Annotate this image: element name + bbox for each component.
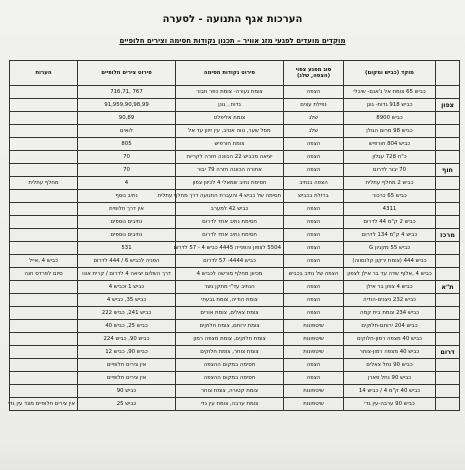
cell-closure: צומת קטורה, צומת צוחר	[176, 385, 284, 398]
table-row	[10, 242, 460, 255]
cell-hotspot: כביש 232 ניצנים-הודיה	[344, 294, 436, 307]
cell-notes	[10, 294, 78, 307]
cell-region	[436, 333, 460, 346]
table-row	[10, 112, 460, 125]
cell-closure: מסל שער, נווה אטיב, עין זיוון עד אל	[176, 125, 284, 138]
header-alternates: פירוט צירים חלופיים	[78, 61, 176, 86]
cell-closure: כביש 4444- 57 לדרום	[176, 255, 284, 268]
cell-hotspot: כביש 4 ק"מ 134 לדרום	[344, 229, 436, 242]
cell-notes	[10, 385, 78, 398]
cell-event-type: הצפה בנתיב	[284, 177, 344, 190]
cell-hotspot: כביש 65 כרכור	[344, 190, 436, 203]
table-row	[10, 255, 460, 268]
cell-closure: צומת צוחר, צומת חלוקים	[176, 346, 284, 359]
cell-notes	[10, 203, 78, 216]
cell-region: ת"א	[436, 281, 460, 294]
cell-event-type: הצפה	[284, 294, 344, 307]
cell-notes	[10, 99, 78, 112]
cell-event-type: שיטפונות	[284, 385, 344, 398]
cell-hotspot: 4311	[344, 203, 436, 216]
cell-alternates: כביש 90, כביש 224	[78, 333, 176, 346]
cell-alternates: 91,959,90,98,99	[78, 99, 176, 112]
cell-hotspot: כביש 40 מצפה רמון-צוחר	[344, 346, 436, 359]
table-row	[10, 281, 460, 294]
cell-event-type: שיטפונות	[284, 398, 344, 411]
cell-hotspot: כביש 90 נחל פארן	[344, 372, 436, 385]
cell-closure: 5504 לצפון והפנייה 4445 כביש 4 - 57 לדרום	[176, 242, 284, 255]
cell-region	[436, 242, 460, 255]
table-row	[10, 268, 460, 281]
cell-hotspot: כביש 204 ירוחם-חלוקים	[344, 320, 436, 333]
cell-alternates: אין צירים חלופיים	[78, 372, 176, 385]
cell-event-type: הצפה	[284, 281, 344, 294]
cell-region	[436, 372, 460, 385]
table-row	[10, 346, 460, 359]
cell-closure: צומת ערבה, צומת עין גדי	[176, 398, 284, 411]
table-row	[10, 125, 460, 138]
cell-closure: צומת הודיה, צומת גבעתי	[176, 294, 284, 307]
cell-closure: חסימה במקום ההצפה	[176, 359, 284, 372]
cell-region	[436, 359, 460, 372]
cell-hotspot: כביש 804 חורפיש	[344, 138, 436, 151]
cell-hotspot: 70 יבור לדרום	[344, 164, 436, 177]
cell-notes	[10, 359, 78, 372]
header-event-type: סוג מפגע צפוי (הצפה, שלג)	[284, 61, 344, 86]
cell-region	[436, 151, 460, 164]
table-row	[10, 398, 460, 411]
cell-alternates: כביש 1 וכביש 4	[78, 281, 176, 294]
cell-event-type: הצפה	[284, 242, 344, 255]
cell-alternates: כביש 90, כביש 12	[78, 346, 176, 359]
cell-region	[436, 216, 460, 229]
cell-notes	[10, 242, 78, 255]
table-header-row	[10, 61, 460, 86]
cell-hotspot: כביש 8900	[344, 112, 436, 125]
cell-closure: צומת חלוקים, צומת מצפה רמון	[176, 333, 284, 346]
table-row	[10, 359, 460, 372]
document-title: הערכות אגף התנועה - לסערה	[162, 14, 303, 25]
page-shadow	[0, 440, 465, 470]
cell-hotspot: כביש 2 מחלף עתלית	[344, 177, 436, 190]
cell-event-type: הצפה	[284, 216, 344, 229]
cell-region	[436, 398, 460, 411]
cell-alternates: דרך השלום יציאה 4 לדרום / קרית אונו	[78, 268, 176, 281]
cell-closure: יציאה מכביש 22 הכוונה חזרה לקריות	[176, 151, 284, 164]
header-hotspot: מוקד (כביש ומקום)	[344, 61, 436, 86]
table-body	[10, 86, 460, 411]
cell-closure: צומת צאלים, צומת אורים	[176, 307, 284, 320]
cell-alternates: כביש 90	[78, 385, 176, 398]
cell-region	[436, 255, 460, 268]
cell-closure: גדות , גונן	[176, 99, 284, 112]
cell-notes	[10, 138, 78, 151]
cell-event-type: שלג	[284, 112, 344, 125]
cell-event-type: הצפה	[284, 203, 344, 216]
cell-event-type: שיטפונות	[284, 333, 344, 346]
cell-hotspot: כביש 918 גדות- גונן	[344, 99, 436, 112]
cell-closure: חסימת נתיב שמאלי 4 לכיוון צפון	[176, 177, 284, 190]
table-row	[10, 190, 460, 203]
cell-event-type: ברזלת בכביש	[284, 190, 344, 203]
cell-closure: אחורה הכוונה חזרה 79 יבור	[176, 164, 284, 177]
cell-notes	[10, 372, 78, 385]
table-row	[10, 216, 460, 229]
cell-event-type: שיטפונות	[284, 320, 344, 333]
cell-alternates: 70	[78, 151, 176, 164]
table-row	[10, 229, 460, 242]
cell-closure: צומת נעורה- צומת כפר תבור	[176, 86, 284, 99]
cell-event-type: הצפה	[284, 359, 344, 372]
cell-alternates: 531	[78, 242, 176, 255]
cell-alternates: נתיבים נוספים	[78, 229, 176, 242]
cell-hotspot: כביש 40 ק"מ 4 / כביש 14	[344, 385, 436, 398]
cell-event-type: שלג	[284, 125, 344, 138]
cell-event-type: הצפה	[284, 307, 344, 320]
header-closure: פירוט נקודות חסימה	[176, 61, 284, 86]
cell-notes	[10, 307, 78, 320]
cell-alternates: כביש 25	[78, 398, 176, 411]
cell-closure: חסימת נתיב אחד לדרום	[176, 229, 284, 242]
cell-region	[436, 307, 460, 320]
cell-region	[436, 320, 460, 333]
cell-closure: כביש 42 למערב	[176, 203, 284, 216]
table-row	[10, 151, 460, 164]
cell-closure: חסימת נתיב אחד לדרום	[176, 216, 284, 229]
cell-region: צפון	[436, 99, 460, 112]
header-region	[436, 61, 460, 86]
table-row	[10, 333, 460, 346]
cell-notes	[10, 190, 78, 203]
cell-region	[436, 125, 460, 138]
cell-event-type: הצפה	[284, 229, 344, 242]
header-notes: הערות	[10, 61, 78, 86]
cell-closure: צומת אליפלט	[176, 112, 284, 125]
cell-event-type: הצפה	[284, 372, 344, 385]
table-row	[10, 164, 460, 177]
table-row	[10, 372, 460, 385]
cell-alternates: 70	[78, 164, 176, 177]
cell-event-type: הצפה	[284, 151, 344, 164]
cell-closure: צומת ירוחם, צומת חלוקים	[176, 320, 284, 333]
cell-alternates: כביש 25, כביש 40	[78, 320, 176, 333]
cell-notes: כביש 4 ,אייל	[10, 255, 78, 268]
cell-hotspot: כביש 98 מרום הגולן	[344, 125, 436, 138]
cell-region	[436, 138, 460, 151]
cell-hotspot: כ"ח 728 עגלון	[344, 151, 436, 164]
cell-alternates: 805	[78, 138, 176, 151]
cell-alternates: 4	[78, 177, 176, 190]
cell-alternates: 767 ,716,71	[78, 86, 176, 99]
cell-region	[436, 190, 460, 203]
cell-notes	[10, 281, 78, 294]
cell-notes: סיום לפרדס חנה	[10, 268, 78, 281]
cell-closure: צומת חורפיש	[176, 138, 284, 151]
cell-closure: חסימה במקום ההצפה	[176, 372, 284, 385]
cell-closure: הנתיב עד"י מתקן גשר	[176, 281, 284, 294]
cell-notes	[10, 229, 78, 242]
cell-notes	[10, 151, 78, 164]
cell-notes	[10, 333, 78, 346]
cell-hotspot: כביש 55 מקניון G	[344, 242, 436, 255]
cell-notes: אין צירים חלופיים מצד עין גדי	[10, 398, 78, 411]
cell-region: מרכז	[436, 229, 460, 242]
cell-notes	[10, 320, 78, 333]
cell-hotspot: כביש 4 ,אלוף שדה עד בר אילן לצפון	[344, 268, 436, 281]
table-row	[10, 177, 460, 190]
cell-notes	[10, 216, 78, 229]
cell-event-type: שיטפונות	[284, 346, 344, 359]
cell-hotspot: כביש 65 צומת אל ג'אנם- שיבלי	[344, 86, 436, 99]
cell-region	[436, 385, 460, 398]
cell-alternates: 90,89	[78, 112, 176, 125]
cell-hotspot: כביש 2 ק"מ 44 לדרום	[344, 216, 436, 229]
table-row	[10, 307, 460, 320]
cell-region	[436, 294, 460, 307]
cell-region	[436, 86, 460, 99]
cell-closure: חסימה של כביש 4 והעברת התנועה דרך מחלף עתלית	[176, 190, 284, 203]
cell-notes	[10, 86, 78, 99]
cell-notes: מחלף עתלית	[10, 177, 78, 190]
cell-hotspot: כביש 234 צומת בית קמה	[344, 307, 436, 320]
cell-closure: מכיוון מחלף מורשה לכביש 4	[176, 268, 284, 281]
table-row	[10, 294, 460, 307]
cell-notes	[10, 112, 78, 125]
cell-notes	[10, 346, 78, 359]
cell-hotspot: כביש 4 צפון בר אילן	[344, 281, 436, 294]
cell-region: חוף	[436, 164, 460, 177]
table-row	[10, 385, 460, 398]
cell-event-type: הצפה	[284, 164, 344, 177]
cell-alternates: אין דרך חלופית	[78, 203, 176, 216]
cell-region	[436, 112, 460, 125]
cell-event-type: הצפה	[284, 255, 344, 268]
table-row	[10, 99, 460, 112]
cell-hotspot: כביש 444 (צומת ירקון קלנסווה)	[344, 255, 436, 268]
table-row	[10, 320, 460, 333]
cell-alternates: נתיבים נוספים	[78, 216, 176, 229]
cell-region	[436, 203, 460, 216]
cell-event-type: הצפה	[284, 86, 344, 99]
cell-alternates: נתיב נוסף	[78, 190, 176, 203]
cell-region	[436, 177, 460, 190]
cell-region: דרום	[436, 346, 460, 359]
cell-hotspot: כביש 90 נחל צאלים	[344, 359, 436, 372]
cell-region	[436, 268, 460, 281]
cell-event-type: נפילת עצים	[284, 99, 344, 112]
document-subtitle: מוקדים מועדים לפגעי מזג אוויר – תכנון נקודות חסימה וצירים חלופיים	[119, 37, 346, 45]
cell-hotspot: כביש 90 ערבה-עין גדי	[344, 398, 436, 411]
cell-alternates: לואים	[78, 125, 176, 138]
cell-alternates: הפניה לכביש 6 / 444 לדרום	[78, 255, 176, 268]
cell-notes	[10, 164, 78, 177]
hotspots-table	[9, 60, 460, 411]
cell-alternates: כביש 241, כביש 222	[78, 307, 176, 320]
table-row	[10, 86, 460, 99]
cell-alternates: אין צירים חלופיים	[78, 359, 176, 372]
cell-notes	[10, 125, 78, 138]
cell-event-type: הצפה של נתיב בכביש	[284, 268, 344, 281]
cell-hotspot: כביש 40 מצפה רמון-חלוקים	[344, 333, 436, 346]
cell-alternates: כביש 35, כביש 4	[78, 294, 176, 307]
table-row	[10, 203, 460, 216]
cell-event-type: הצפה	[284, 138, 344, 151]
table-row	[10, 138, 460, 151]
